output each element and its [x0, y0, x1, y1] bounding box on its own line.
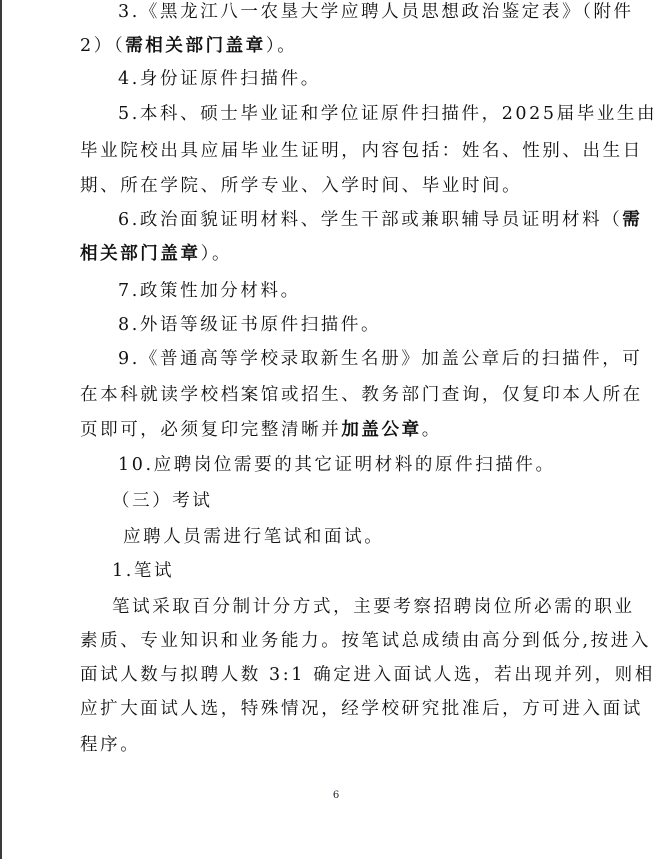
item-9-line-1: 9.《普通高等学校录取新生名册》加盖公章后的扫描件，可: [118, 349, 643, 369]
page-number: 6: [332, 790, 340, 801]
item-9-line-2: 在本科就读学校档案馆或招生、教务部门查询，仅复印本人所在: [80, 385, 643, 405]
item-3-seal-note: 需相关部门盖章: [125, 36, 266, 56]
written-exam-line-1: 笔试采取百分制计分方式，主要考察招聘岗位所必需的职业: [112, 597, 635, 617]
item-6-line-2: [80, 239, 590, 269]
item-8: 8.外语等级证书原件扫描件。: [118, 315, 382, 335]
item-9-close: 。: [421, 420, 442, 440]
section-3-intro: 应聘人员需进行笔试和面试。: [123, 527, 385, 547]
item-4: 4.身份证原件扫描件。: [118, 69, 321, 89]
item-5-line-3: 期、所在学院、所学专业、入学时间、毕业时间。: [80, 176, 523, 196]
item-6-close: ）。: [200, 244, 233, 264]
item-3-close: ）。: [265, 36, 298, 56]
item-9-text: 页即可，必须复印完整清晰并: [80, 420, 342, 440]
item-6-seal-note-start: 需: [622, 210, 643, 230]
item-3-line-2: [80, 31, 590, 61]
written-exam-line-4: 应扩大面试人选，特殊情况，经学校研究批准后，方可进入面试: [80, 699, 643, 719]
written-exam-line-5: 程序。: [80, 735, 141, 755]
item-6-seal-note-end: 相关部门盖章: [80, 244, 201, 264]
item-10: 10.应聘岗位需要的其它证明材料的原件扫描件。: [118, 455, 556, 475]
item-5-line-1: 5.本科、硕士毕业证和学位证原件扫描件，2025届毕业生由: [118, 104, 658, 124]
written-exam-line-2: 素质、专业知识和业务能力。按笔试总成绩由高分到低分,按进入: [80, 631, 651, 651]
written-exam-line-3: 面试人数与拟聘人数 3:1 确定进入面试人选，若出现并列，则相: [80, 665, 655, 685]
item-9-seal-note: 加盖公章: [341, 420, 422, 440]
item-6-text: 6.政治面貌证明材料、学生干部或兼职辅导员证明材料（: [118, 210, 623, 230]
item-7: 7.政策性加分材料。: [118, 281, 301, 301]
item-3-attachment-ref: 2）（: [80, 36, 126, 56]
item-3-line-1: 3.《黑龙江八一农垦大学应聘人员思想政治鉴定表》（附件: [118, 2, 634, 22]
section-3-heading: （三）考试: [112, 491, 213, 511]
page-left-border: [0, 0, 2, 859]
item-5-line-2: 毕业院校出具应届毕业生证明，内容包括：姓名、性别、出生日: [80, 141, 643, 161]
item-6-line-1: [118, 205, 643, 235]
item-9-line-3: [80, 415, 590, 445]
written-exam-heading: 1.笔试: [112, 561, 175, 581]
